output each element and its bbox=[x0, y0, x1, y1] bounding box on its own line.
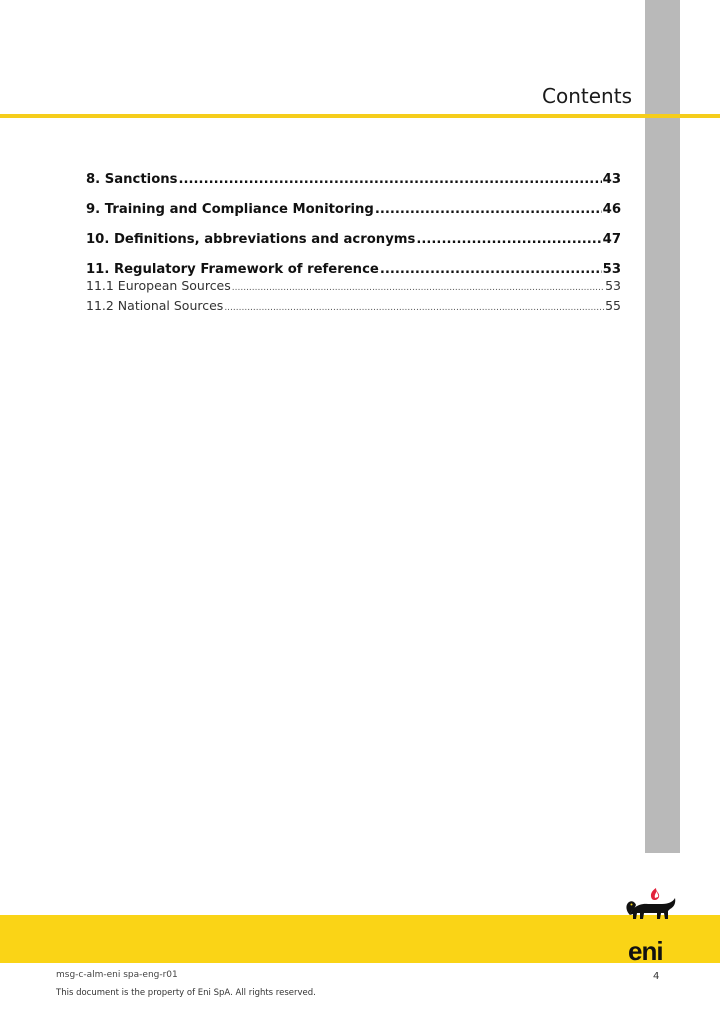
toc-subentry-national-sources[interactable] bbox=[86, 297, 621, 317]
toc-entry-page: 47 bbox=[602, 232, 621, 247]
page-number: 4 bbox=[653, 971, 660, 982]
toc-leader bbox=[232, 277, 604, 297]
eni-logo-wordmark: eni bbox=[628, 936, 663, 966]
toc-subentry-title: 11.2 National Sources bbox=[86, 298, 224, 313]
toc-entry-page: 53 bbox=[602, 262, 621, 277]
toc-entry-page: 46 bbox=[602, 202, 621, 217]
toc-entry-definitions[interactable] bbox=[86, 232, 621, 247]
toc-entry-training[interactable] bbox=[86, 202, 621, 217]
table-of-contents bbox=[86, 172, 621, 317]
toc-leader bbox=[179, 172, 602, 187]
toc-entry-title: 9. Training and Compliance Monitoring bbox=[86, 202, 374, 217]
toc-subentry-page: 55 bbox=[605, 298, 621, 313]
toc-entry-title: 11. Regulatory Framework of reference bbox=[86, 262, 379, 277]
header-rule bbox=[0, 114, 720, 118]
toc-entry-sanctions[interactable] bbox=[86, 172, 621, 187]
toc-subentry-european-sources[interactable] bbox=[86, 277, 621, 297]
toc-subentry-title: 11.1 European Sources bbox=[86, 278, 231, 293]
toc-leader bbox=[380, 262, 602, 277]
toc-entry-title: 8. Sanctions bbox=[86, 172, 178, 187]
page-title: Contents bbox=[542, 84, 632, 108]
toc-entry-page: 43 bbox=[602, 172, 621, 187]
toc-entry-title: 10. Definitions, abbreviations and acronyms bbox=[86, 232, 416, 247]
toc-leader bbox=[224, 297, 604, 317]
toc-leader bbox=[416, 232, 601, 247]
side-bar bbox=[645, 0, 680, 853]
toc-subentry-page: 53 bbox=[605, 278, 621, 293]
toc-entry-regulatory-framework[interactable] bbox=[86, 262, 621, 277]
property-notice: This document is the property of Eni SpA. All rights reserved. bbox=[56, 988, 316, 998]
toc-leader bbox=[375, 202, 602, 217]
document-code: msg-c-alm-eni spa-eng-r01 bbox=[56, 970, 178, 980]
footer-band bbox=[0, 915, 720, 963]
